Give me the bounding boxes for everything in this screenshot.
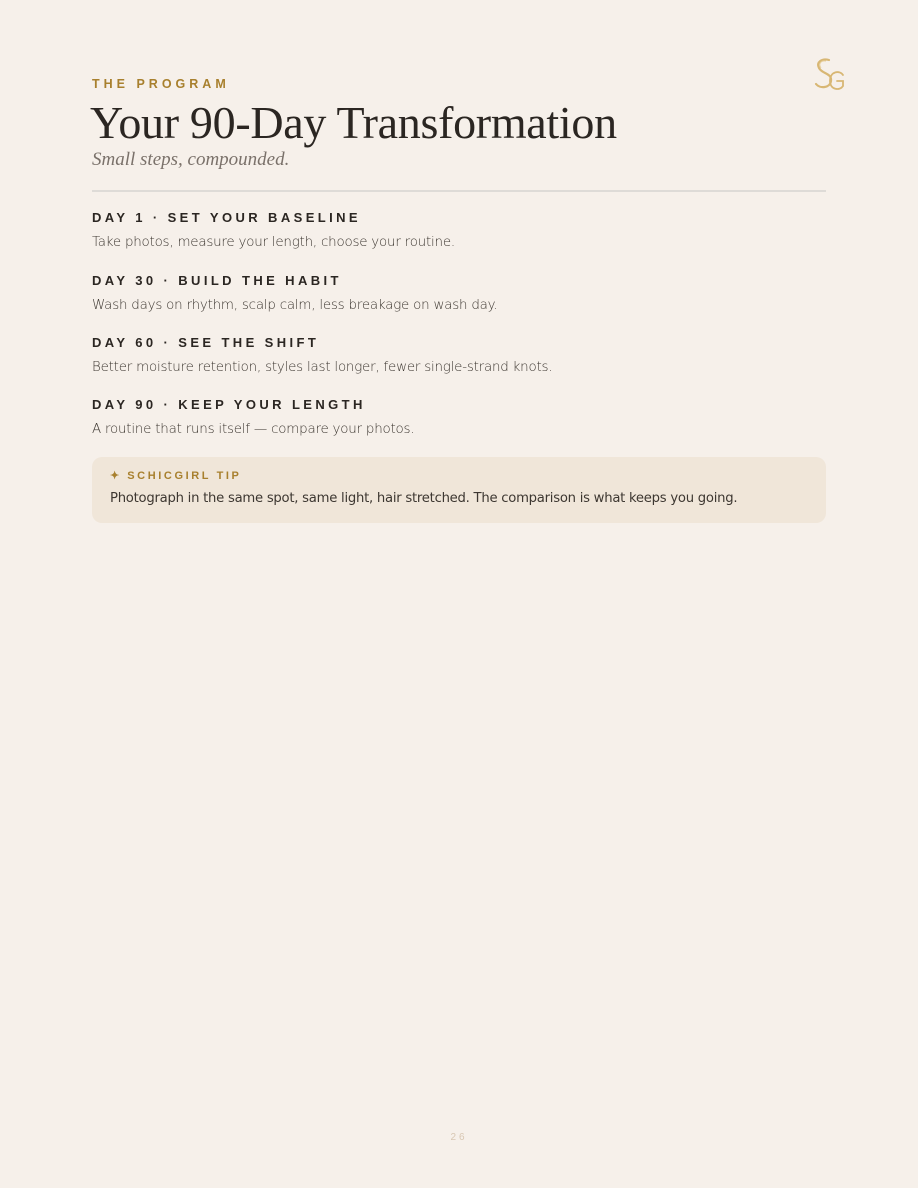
page-title: Your 90-Day Transformation <box>90 97 617 148</box>
milestone-heading-day-60: DAY 60 · SEE THE SHIFT <box>92 335 320 350</box>
page-number: 26 <box>450 1132 468 1143</box>
tip-callout <box>92 457 826 523</box>
milestone-description-day-90: A routine that runs itself — compare your photos. <box>92 422 415 437</box>
milestone-description-day-60: Better moisture retention, styles last longer, fewer single-strand knots. <box>92 360 553 375</box>
page-content <box>92 0 826 1188</box>
milestone-heading-day-1: DAY 1 · SET YOUR BASELINE <box>92 210 361 225</box>
tip-body: Photograph in the same spot, same light, hair stretched. The comparison is what keeps you going. <box>110 491 738 506</box>
milestone-heading-day-30: DAY 30 · BUILD THE HABIT <box>92 273 342 288</box>
title-divider <box>92 190 826 192</box>
page-subtitle: Small steps, compounded. <box>92 149 290 170</box>
tip-heading <box>110 469 242 482</box>
sparkle-icon: ✦ <box>110 470 120 482</box>
section-eyebrow: THE PROGRAM <box>92 77 230 91</box>
milestone-heading-day-90: DAY 90 · KEEP YOUR LENGTH <box>92 397 366 412</box>
milestone-description-day-1: Take photos, measure your length, choose your routine. <box>92 235 455 250</box>
tip-label: SCHICGIRL TIP <box>127 470 242 482</box>
milestone-description-day-30: Wash days on rhythm, scalp calm, less breakage on wash day. <box>92 298 498 313</box>
